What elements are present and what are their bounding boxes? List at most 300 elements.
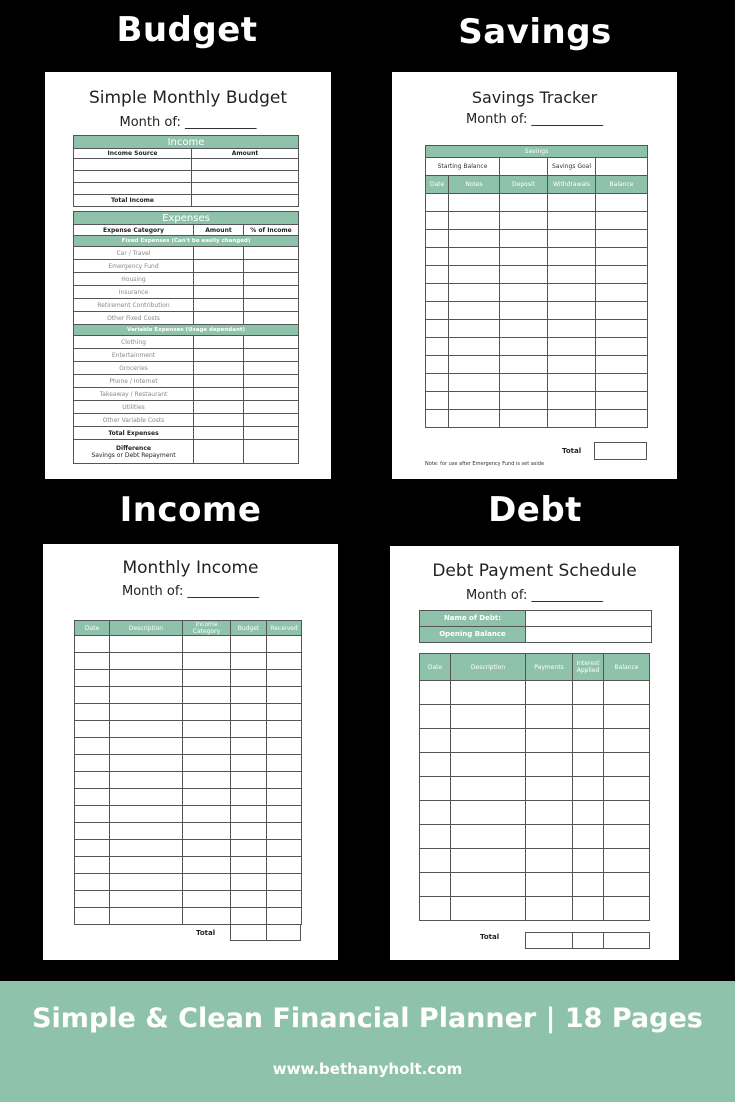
table-cell[interactable]	[267, 704, 302, 721]
table-cell[interactable]	[604, 825, 650, 849]
table-cell[interactable]	[526, 753, 573, 777]
table-cell[interactable]	[596, 230, 648, 248]
table-cell[interactable]	[75, 704, 110, 721]
table-row	[74, 414, 299, 427]
table-cell[interactable]	[573, 753, 604, 777]
opening-balance-label: Opening Balance	[420, 627, 526, 643]
savings-goal-value	[596, 158, 648, 176]
table-cell[interactable]	[267, 840, 302, 857]
table-cell[interactable]	[267, 653, 302, 670]
savings-total-label: Total	[562, 447, 582, 455]
table-row	[420, 681, 650, 705]
table-cell[interactable]	[231, 653, 267, 670]
table-row	[426, 320, 648, 338]
table-row	[75, 891, 302, 908]
table-cell[interactable]	[183, 721, 231, 738]
table-cell[interactable]	[604, 705, 650, 729]
table-cell[interactable]	[183, 789, 231, 806]
fixed-expenses-label: Fixed Expenses (Can't be easily changed)	[74, 236, 299, 247]
table-cell[interactable]	[420, 705, 451, 729]
table-cell[interactable]	[420, 729, 451, 753]
table-cell[interactable]	[451, 705, 526, 729]
table-cell[interactable]	[596, 374, 648, 392]
name-of-debt-label: Name of Debt:	[420, 611, 526, 627]
table-cell[interactable]	[426, 248, 449, 266]
footer-title: Simple & Clean Financial Planner | 18 Pages	[32, 1003, 703, 1034]
income-col-source: Income Source	[74, 149, 192, 159]
table-cell[interactable]	[449, 302, 500, 320]
table-cell[interactable]	[500, 266, 548, 284]
table-cell[interactable]	[75, 857, 110, 874]
table-cell[interactable]	[267, 687, 302, 704]
table-cell[interactable]	[183, 772, 231, 789]
table-cell[interactable]	[231, 738, 267, 755]
debt-heading: Debt	[488, 490, 582, 530]
table-cell[interactable]	[267, 772, 302, 789]
table-cell[interactable]	[526, 705, 573, 729]
debt-sheet	[390, 546, 679, 960]
table-cell[interactable]	[231, 891, 267, 908]
variable-item: Utilities	[74, 401, 194, 414]
table-cell[interactable]	[183, 704, 231, 721]
table-cell[interactable]	[604, 777, 650, 801]
table-cell[interactable]	[500, 212, 548, 230]
table-cell[interactable]	[573, 705, 604, 729]
debt-month-label: Month of: ___________	[466, 588, 603, 603]
table-cell[interactable]	[231, 755, 267, 772]
table-cell[interactable]	[604, 873, 650, 897]
table-cell[interactable]	[526, 801, 573, 825]
budget-sheet	[45, 72, 331, 479]
table-cell[interactable]	[596, 410, 648, 428]
table-cell[interactable]	[596, 284, 648, 302]
table-cell[interactable]	[231, 840, 267, 857]
total-income-label: Total Income	[74, 195, 192, 207]
table-cell[interactable]	[231, 636, 267, 653]
table-row	[426, 374, 648, 392]
table-cell[interactable]	[596, 194, 648, 212]
table-cell[interactable]	[231, 908, 267, 925]
budget-income-table	[73, 135, 299, 207]
savings-col-withdrawals: Withdrawals	[548, 176, 596, 194]
table-cell[interactable]	[110, 755, 183, 772]
table-cell[interactable]	[526, 849, 573, 873]
table-cell[interactable]	[110, 772, 183, 789]
table-cell[interactable]	[548, 374, 596, 392]
table-cell[interactable]	[526, 897, 573, 921]
table-cell[interactable]	[420, 849, 451, 873]
table-row	[426, 284, 648, 302]
debt-col-interest: Interest Applied	[573, 654, 604, 681]
table-row	[74, 336, 299, 349]
table-cell[interactable]	[426, 212, 449, 230]
table-cell[interactable]	[183, 670, 231, 687]
savings-month-label: Month of: ___________	[466, 112, 603, 127]
table-cell[interactable]	[110, 670, 183, 687]
table-cell[interactable]	[573, 849, 604, 873]
table-cell[interactable]	[420, 825, 451, 849]
table-cell[interactable]	[451, 849, 526, 873]
table-cell[interactable]	[449, 410, 500, 428]
starting-balance-value	[500, 158, 548, 176]
table-cell[interactable]	[231, 721, 267, 738]
table-cell[interactable]	[231, 670, 267, 687]
name-of-debt-value	[526, 611, 652, 627]
table-cell[interactable]	[75, 653, 110, 670]
table-cell[interactable]	[110, 721, 183, 738]
table-cell[interactable]	[183, 755, 231, 772]
table-cell[interactable]	[604, 681, 650, 705]
table-cell[interactable]	[451, 801, 526, 825]
table-cell[interactable]	[110, 687, 183, 704]
table-cell[interactable]	[420, 681, 451, 705]
table-row	[426, 338, 648, 356]
table-cell[interactable]	[596, 266, 648, 284]
variable-item: Other Variable Costs	[74, 414, 194, 427]
table-cell[interactable]	[183, 840, 231, 857]
table-cell[interactable]	[75, 840, 110, 857]
table-cell[interactable]	[420, 777, 451, 801]
savings-col-balance: Balance	[596, 176, 648, 194]
variable-item: Phone / Internet	[74, 375, 194, 388]
table-row	[426, 194, 648, 212]
table-cell[interactable]	[548, 392, 596, 410]
table-cell[interactable]	[451, 777, 526, 801]
table-cell[interactable]	[267, 857, 302, 874]
variable-item: Entertainment	[74, 349, 194, 362]
table-cell[interactable]	[548, 212, 596, 230]
table-cell[interactable]	[267, 874, 302, 891]
table-row	[75, 908, 302, 925]
table-cell[interactable]	[426, 392, 449, 410]
table-cell[interactable]	[420, 897, 451, 921]
table-cell[interactable]	[596, 212, 648, 230]
table-cell[interactable]	[426, 284, 449, 302]
table-cell[interactable]	[604, 849, 650, 873]
table-cell[interactable]	[451, 729, 526, 753]
table-cell[interactable]	[573, 897, 604, 921]
table-row	[74, 362, 299, 375]
table-cell[interactable]	[449, 284, 500, 302]
table-cell[interactable]	[231, 857, 267, 874]
table-row	[75, 840, 302, 857]
table-cell[interactable]	[110, 823, 183, 840]
income-col-amount: Amount	[192, 149, 299, 159]
table-row	[420, 897, 650, 921]
table-cell[interactable]	[500, 392, 548, 410]
table-cell[interactable]	[500, 320, 548, 338]
debt-col-payments: Payments	[526, 654, 573, 681]
table-cell[interactable]	[573, 801, 604, 825]
table-cell[interactable]	[267, 670, 302, 687]
table-cell[interactable]	[596, 302, 648, 320]
table-cell[interactable]	[573, 729, 604, 753]
table-row	[74, 171, 299, 183]
budget-expenses-table	[73, 211, 299, 464]
debt-info-table	[419, 610, 652, 643]
table-row	[74, 286, 299, 299]
table-row	[75, 857, 302, 874]
table-cell[interactable]	[110, 908, 183, 925]
table-cell[interactable]	[231, 789, 267, 806]
table-cell[interactable]	[183, 738, 231, 755]
table-cell[interactable]	[451, 897, 526, 921]
table-row	[74, 349, 299, 362]
table-cell[interactable]	[526, 873, 573, 897]
difference-cell	[74, 440, 194, 464]
table-cell[interactable]	[75, 874, 110, 891]
table-cell[interactable]	[426, 194, 449, 212]
table-row	[74, 273, 299, 286]
table-cell[interactable]	[604, 801, 650, 825]
table-cell[interactable]	[110, 738, 183, 755]
table-cell[interactable]	[183, 806, 231, 823]
table-cell[interactable]	[110, 806, 183, 823]
table-cell[interactable]	[267, 908, 302, 925]
table-cell[interactable]	[110, 857, 183, 874]
debt-total-label: Total	[480, 933, 500, 941]
savings-sheet	[392, 72, 677, 479]
table-cell[interactable]	[573, 873, 604, 897]
table-cell[interactable]	[231, 806, 267, 823]
table-cell[interactable]	[183, 653, 231, 670]
variable-expenses-label: Variable Expenses (Usage dependant)	[74, 325, 299, 336]
total-expenses-label: Total Expenses	[74, 427, 194, 440]
expense-col-percent: % of Income	[244, 225, 299, 236]
table-row	[75, 789, 302, 806]
table-cell[interactable]	[500, 284, 548, 302]
savings-col-notes: Notes	[449, 176, 500, 194]
table-cell[interactable]	[267, 721, 302, 738]
variable-item: Takeaway / Restaurant	[74, 388, 194, 401]
table-cell[interactable]	[420, 753, 451, 777]
income-total-label: Total	[196, 929, 216, 937]
table-cell[interactable]	[573, 777, 604, 801]
table-cell[interactable]	[596, 248, 648, 266]
table-cell[interactable]	[231, 704, 267, 721]
table-row	[75, 874, 302, 891]
table-cell[interactable]	[110, 891, 183, 908]
table-cell[interactable]	[500, 338, 548, 356]
table-cell[interactable]	[548, 230, 596, 248]
budget-month-label: Month of: ___________	[119, 115, 257, 130]
fixed-item: Other Fixed Costs	[74, 312, 194, 325]
table-cell[interactable]	[110, 704, 183, 721]
table-cell[interactable]	[110, 653, 183, 670]
table-row	[420, 873, 650, 897]
table-row	[426, 410, 648, 428]
table-cell[interactable]	[75, 636, 110, 653]
table-cell[interactable]	[110, 840, 183, 857]
table-cell[interactable]	[426, 266, 449, 284]
table-cell[interactable]	[183, 908, 231, 925]
fixed-item: Retirement Contribution	[74, 299, 194, 312]
budget-heading: Budget	[116, 10, 258, 50]
table-cell[interactable]	[500, 302, 548, 320]
table-cell[interactable]	[267, 755, 302, 772]
table-row	[74, 159, 299, 171]
table-cell[interactable]	[548, 356, 596, 374]
table-cell[interactable]	[500, 356, 548, 374]
difference-label: Difference	[116, 444, 151, 452]
debt-col-description: Description	[451, 654, 526, 681]
table-cell[interactable]	[573, 681, 604, 705]
table-cell[interactable]	[449, 320, 500, 338]
table-row	[75, 636, 302, 653]
table-cell[interactable]	[110, 636, 183, 653]
fixed-item: Car / Travel	[74, 247, 194, 260]
table-row	[74, 401, 299, 414]
table-cell[interactable]	[75, 806, 110, 823]
table-cell[interactable]	[449, 338, 500, 356]
table-cell[interactable]	[75, 772, 110, 789]
table-cell[interactable]	[110, 789, 183, 806]
table-cell[interactable]	[451, 825, 526, 849]
table-row	[74, 375, 299, 388]
table-cell[interactable]	[267, 891, 302, 908]
budget-sheet-title: Simple Monthly Budget	[88, 88, 288, 108]
table-cell[interactable]	[420, 801, 451, 825]
table-cell[interactable]	[500, 230, 548, 248]
table-cell[interactable]	[426, 410, 449, 428]
table-cell[interactable]	[451, 681, 526, 705]
table-row	[420, 729, 650, 753]
table-cell[interactable]	[75, 721, 110, 738]
table-cell[interactable]	[449, 392, 500, 410]
table-cell[interactable]	[449, 212, 500, 230]
table-cell[interactable]	[548, 194, 596, 212]
debt-table	[419, 653, 650, 921]
table-cell[interactable]	[548, 338, 596, 356]
table-cell[interactable]	[526, 825, 573, 849]
table-row	[420, 849, 650, 873]
table-cell[interactable]	[75, 908, 110, 925]
table-cell[interactable]	[500, 374, 548, 392]
table-cell[interactable]	[183, 891, 231, 908]
table-cell[interactable]	[548, 320, 596, 338]
table-cell[interactable]	[449, 266, 500, 284]
table-row	[74, 388, 299, 401]
table-cell[interactable]	[231, 874, 267, 891]
table-row	[426, 230, 648, 248]
table-row	[75, 670, 302, 687]
table-row	[426, 356, 648, 374]
table-cell[interactable]	[426, 356, 449, 374]
income-col-category: Income Category	[183, 621, 231, 636]
table-cell[interactable]	[548, 410, 596, 428]
table-cell[interactable]	[449, 374, 500, 392]
opening-balance-value	[526, 627, 652, 643]
savings-col-date: Date	[426, 176, 449, 194]
table-cell[interactable]	[75, 670, 110, 687]
footer-url[interactable]: www.bethanyholt.com	[272, 1060, 463, 1078]
table-cell[interactable]	[420, 873, 451, 897]
table-cell[interactable]	[426, 230, 449, 248]
variable-item: Groceries	[74, 362, 194, 375]
table-cell[interactable]	[548, 284, 596, 302]
table-cell[interactable]	[526, 777, 573, 801]
table-cell[interactable]	[267, 738, 302, 755]
table-cell[interactable]	[426, 374, 449, 392]
table-cell[interactable]	[451, 873, 526, 897]
table-row	[74, 312, 299, 325]
table-cell[interactable]	[231, 823, 267, 840]
table-cell[interactable]	[449, 230, 500, 248]
table-cell[interactable]	[75, 755, 110, 772]
income-col-description: Description	[110, 621, 183, 636]
table-cell[interactable]	[548, 302, 596, 320]
table-row	[426, 266, 648, 284]
table-cell[interactable]	[604, 897, 650, 921]
expenses-band: Expenses	[74, 212, 299, 225]
table-cell[interactable]	[183, 687, 231, 704]
table-cell[interactable]	[75, 738, 110, 755]
table-cell[interactable]	[426, 320, 449, 338]
income-heading: Income	[119, 490, 262, 530]
table-cell[interactable]	[183, 636, 231, 653]
table-row	[75, 721, 302, 738]
table-cell[interactable]	[500, 194, 548, 212]
table-cell[interactable]	[604, 729, 650, 753]
expense-col-category: Expense Category	[74, 225, 194, 236]
footer-banner	[0, 981, 735, 1102]
income-col-received: Received	[267, 621, 302, 636]
table-cell[interactable]	[183, 823, 231, 840]
table-cell[interactable]	[183, 874, 231, 891]
table-cell[interactable]	[451, 753, 526, 777]
table-cell[interactable]	[426, 338, 449, 356]
table-cell[interactable]	[75, 891, 110, 908]
table-cell[interactable]	[548, 266, 596, 284]
income-total-box	[230, 924, 301, 941]
table-cell[interactable]	[75, 823, 110, 840]
table-cell[interactable]	[183, 857, 231, 874]
table-cell[interactable]	[231, 772, 267, 789]
table-cell[interactable]	[500, 248, 548, 266]
table-cell[interactable]	[596, 392, 648, 410]
table-cell[interactable]	[548, 248, 596, 266]
table-cell[interactable]	[596, 338, 648, 356]
table-cell[interactable]	[604, 753, 650, 777]
table-cell[interactable]	[596, 356, 648, 374]
table-cell[interactable]	[596, 320, 648, 338]
table-cell[interactable]	[75, 789, 110, 806]
table-cell[interactable]	[267, 789, 302, 806]
table-row	[420, 705, 650, 729]
table-cell[interactable]	[500, 410, 548, 428]
table-cell[interactable]	[267, 636, 302, 653]
table-cell[interactable]	[267, 823, 302, 840]
table-cell[interactable]	[110, 874, 183, 891]
table-row	[426, 212, 648, 230]
table-cell[interactable]	[231, 687, 267, 704]
table-cell[interactable]	[573, 825, 604, 849]
fixed-item: Housing	[74, 273, 194, 286]
table-cell[interactable]	[426, 302, 449, 320]
table-cell[interactable]	[267, 806, 302, 823]
table-row	[75, 755, 302, 772]
table-row	[75, 772, 302, 789]
table-cell[interactable]	[75, 687, 110, 704]
table-cell[interactable]	[449, 248, 500, 266]
table-row	[75, 653, 302, 670]
table-cell[interactable]	[526, 681, 573, 705]
debt-sheet-title: Debt Payment Schedule	[432, 561, 637, 581]
savings-total-box	[594, 442, 647, 460]
table-cell[interactable]	[449, 194, 500, 212]
table-cell[interactable]	[526, 729, 573, 753]
table-cell[interactable]	[449, 356, 500, 374]
